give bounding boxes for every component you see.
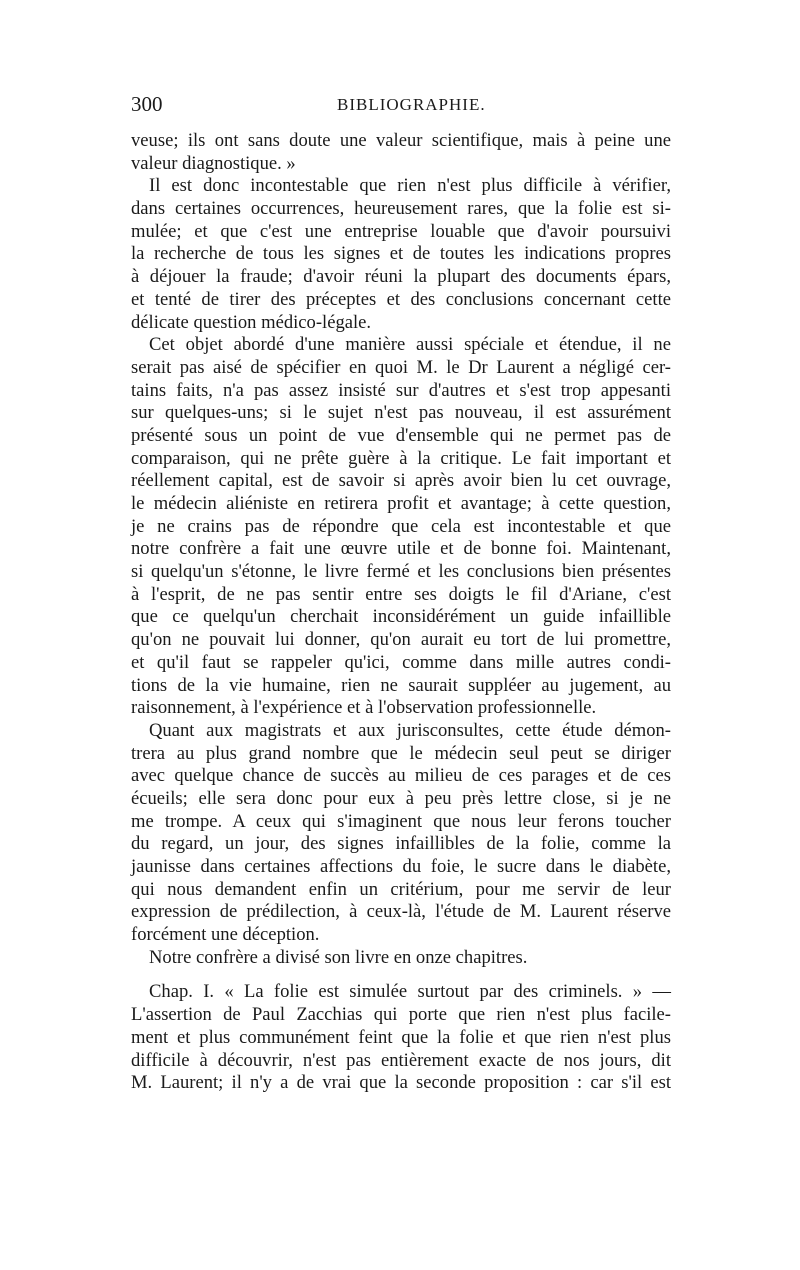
text-line: qui nous demandent enfin un critérium, pour me servir de leur <box>131 878 671 900</box>
text-line: et tenté de tirer des préceptes et des conclusions concernant cette <box>131 288 671 310</box>
text-line: et qu'il faut se rappeler qu'ici, comme dans mille autres condi- <box>131 651 671 673</box>
text-line: comparaison, qui ne prête guère à la critique. Le fait important et <box>131 447 671 469</box>
text-line: trera au plus grand nombre que le médecin seul peut se diriger <box>131 742 671 764</box>
text-line: expression de prédilection, à ceux-là, l'étude de M. Laurent réserve <box>131 901 671 923</box>
text-line: Notre confrère a divisé son livre en onze chapitres. <box>149 946 528 968</box>
text-line: tains faits, n'a pas assez insisté sur d'autres et s'est trop appesanti <box>131 379 671 401</box>
text-line: Chap. I. « La folie est simulée surtout par des criminels. » — <box>149 981 671 1003</box>
paragraph-gap <box>131 969 671 981</box>
text-line: présenté sous un point de vue d'ensemble qui ne permet pas de <box>131 424 671 446</box>
text-line: dans certaines occurrences, heureusement rares, que la folie est si- <box>131 198 671 220</box>
text-line: Quant aux magistrats et aux jurisconsultes, cette étude démon- <box>149 719 671 741</box>
text-line: M. Laurent; il n'y a de vrai que la seconde proposition : car s'il est <box>131 1072 671 1094</box>
text-line: écueils; elle sera donc pour eux à peu près lettre close, si je ne <box>131 787 671 809</box>
running-head: BIBLIOGRAPHIE. <box>337 95 486 114</box>
text-line: notre confrère a fait une œuvre utile et de bonne foi. Maintenant, <box>131 538 671 560</box>
text-line: veuse; ils ont sans doute une valeur scientifique, mais à peine une <box>131 130 671 151</box>
page-header <box>131 92 671 118</box>
text-line: je ne crains pas de répondre que cela est incontestable et que <box>131 515 671 537</box>
text-line: qu'on ne pouvait lui donner, qu'on aurait eu tort de lui promettre, <box>131 629 671 651</box>
body-text <box>131 130 671 1095</box>
text-line: du regard, un jour, des signes infaillibles de la folie, comme la <box>131 833 671 855</box>
text-line: mulée; et que c'est une entreprise louable que d'avoir poursuivi <box>131 220 671 242</box>
text-line: jaunisse dans certaines affections du foie, le sucre dans le diabète, <box>131 856 671 877</box>
page-number: 300 <box>131 92 163 116</box>
text-line: tions de la vie humaine, rien ne saurait suppléer au jugement, au <box>131 674 671 696</box>
text-line: avec quelque chance de succès au milieu de ces parages et de ces <box>131 765 671 787</box>
text-line: que ce quelqu'un cherchait inconsidérément un guide infaillible <box>131 606 671 628</box>
text-line: le médecin aliéniste en retirera profit et avantage; à cette question, <box>131 493 671 514</box>
text-line: sur quelques-uns; si le sujet n'est pas nouveau, il est assurément <box>131 402 671 424</box>
text-line: forcément une déception. <box>131 924 320 946</box>
text-line: L'assertion de Paul Zacchias qui porte que rien n'est plus facile- <box>131 1004 671 1026</box>
text-line: à déjouer la fraude; d'avoir réuni la plupart des documents épars, <box>131 266 671 288</box>
text-line: Il est donc incontestable que rien n'est plus difficile à vérifier, <box>149 175 671 197</box>
text-line: difficile à découvrir, n'est pas entièrement exacte de nos jours, dit <box>131 1049 671 1071</box>
text-line: si quelqu'un s'étonne, le livre fermé et les conclusions bien présentes <box>131 561 671 583</box>
text-line: ment et plus communément feint que la folie et que rien n'est plus <box>131 1026 671 1048</box>
text-line: réellement capital, est de savoir si après avoir bien lu cet ouvrage, <box>131 470 671 492</box>
text-line: valeur diagnostique. » <box>131 152 296 174</box>
text-line: la recherche de tous les signes et de toutes les indications propres <box>131 243 671 265</box>
text-line: à l'esprit, de ne pas sentir entre ses doigts le fil d'Ariane, c'est <box>131 583 671 605</box>
text-line: me trompe. A ceux qui s'imaginent que nous leur ferons toucher <box>131 810 671 832</box>
text-line: délicate question médico-légale. <box>131 311 372 333</box>
text-line: serait pas aisé de spécifier en quoi M. le Dr Laurent a négligé cer- <box>131 356 671 378</box>
text-line: raisonnement, à l'expérience et à l'observation professionnelle. <box>131 697 597 719</box>
text-line: Cet objet abordé d'une manière aussi spéciale et étendue, il ne <box>149 334 671 356</box>
